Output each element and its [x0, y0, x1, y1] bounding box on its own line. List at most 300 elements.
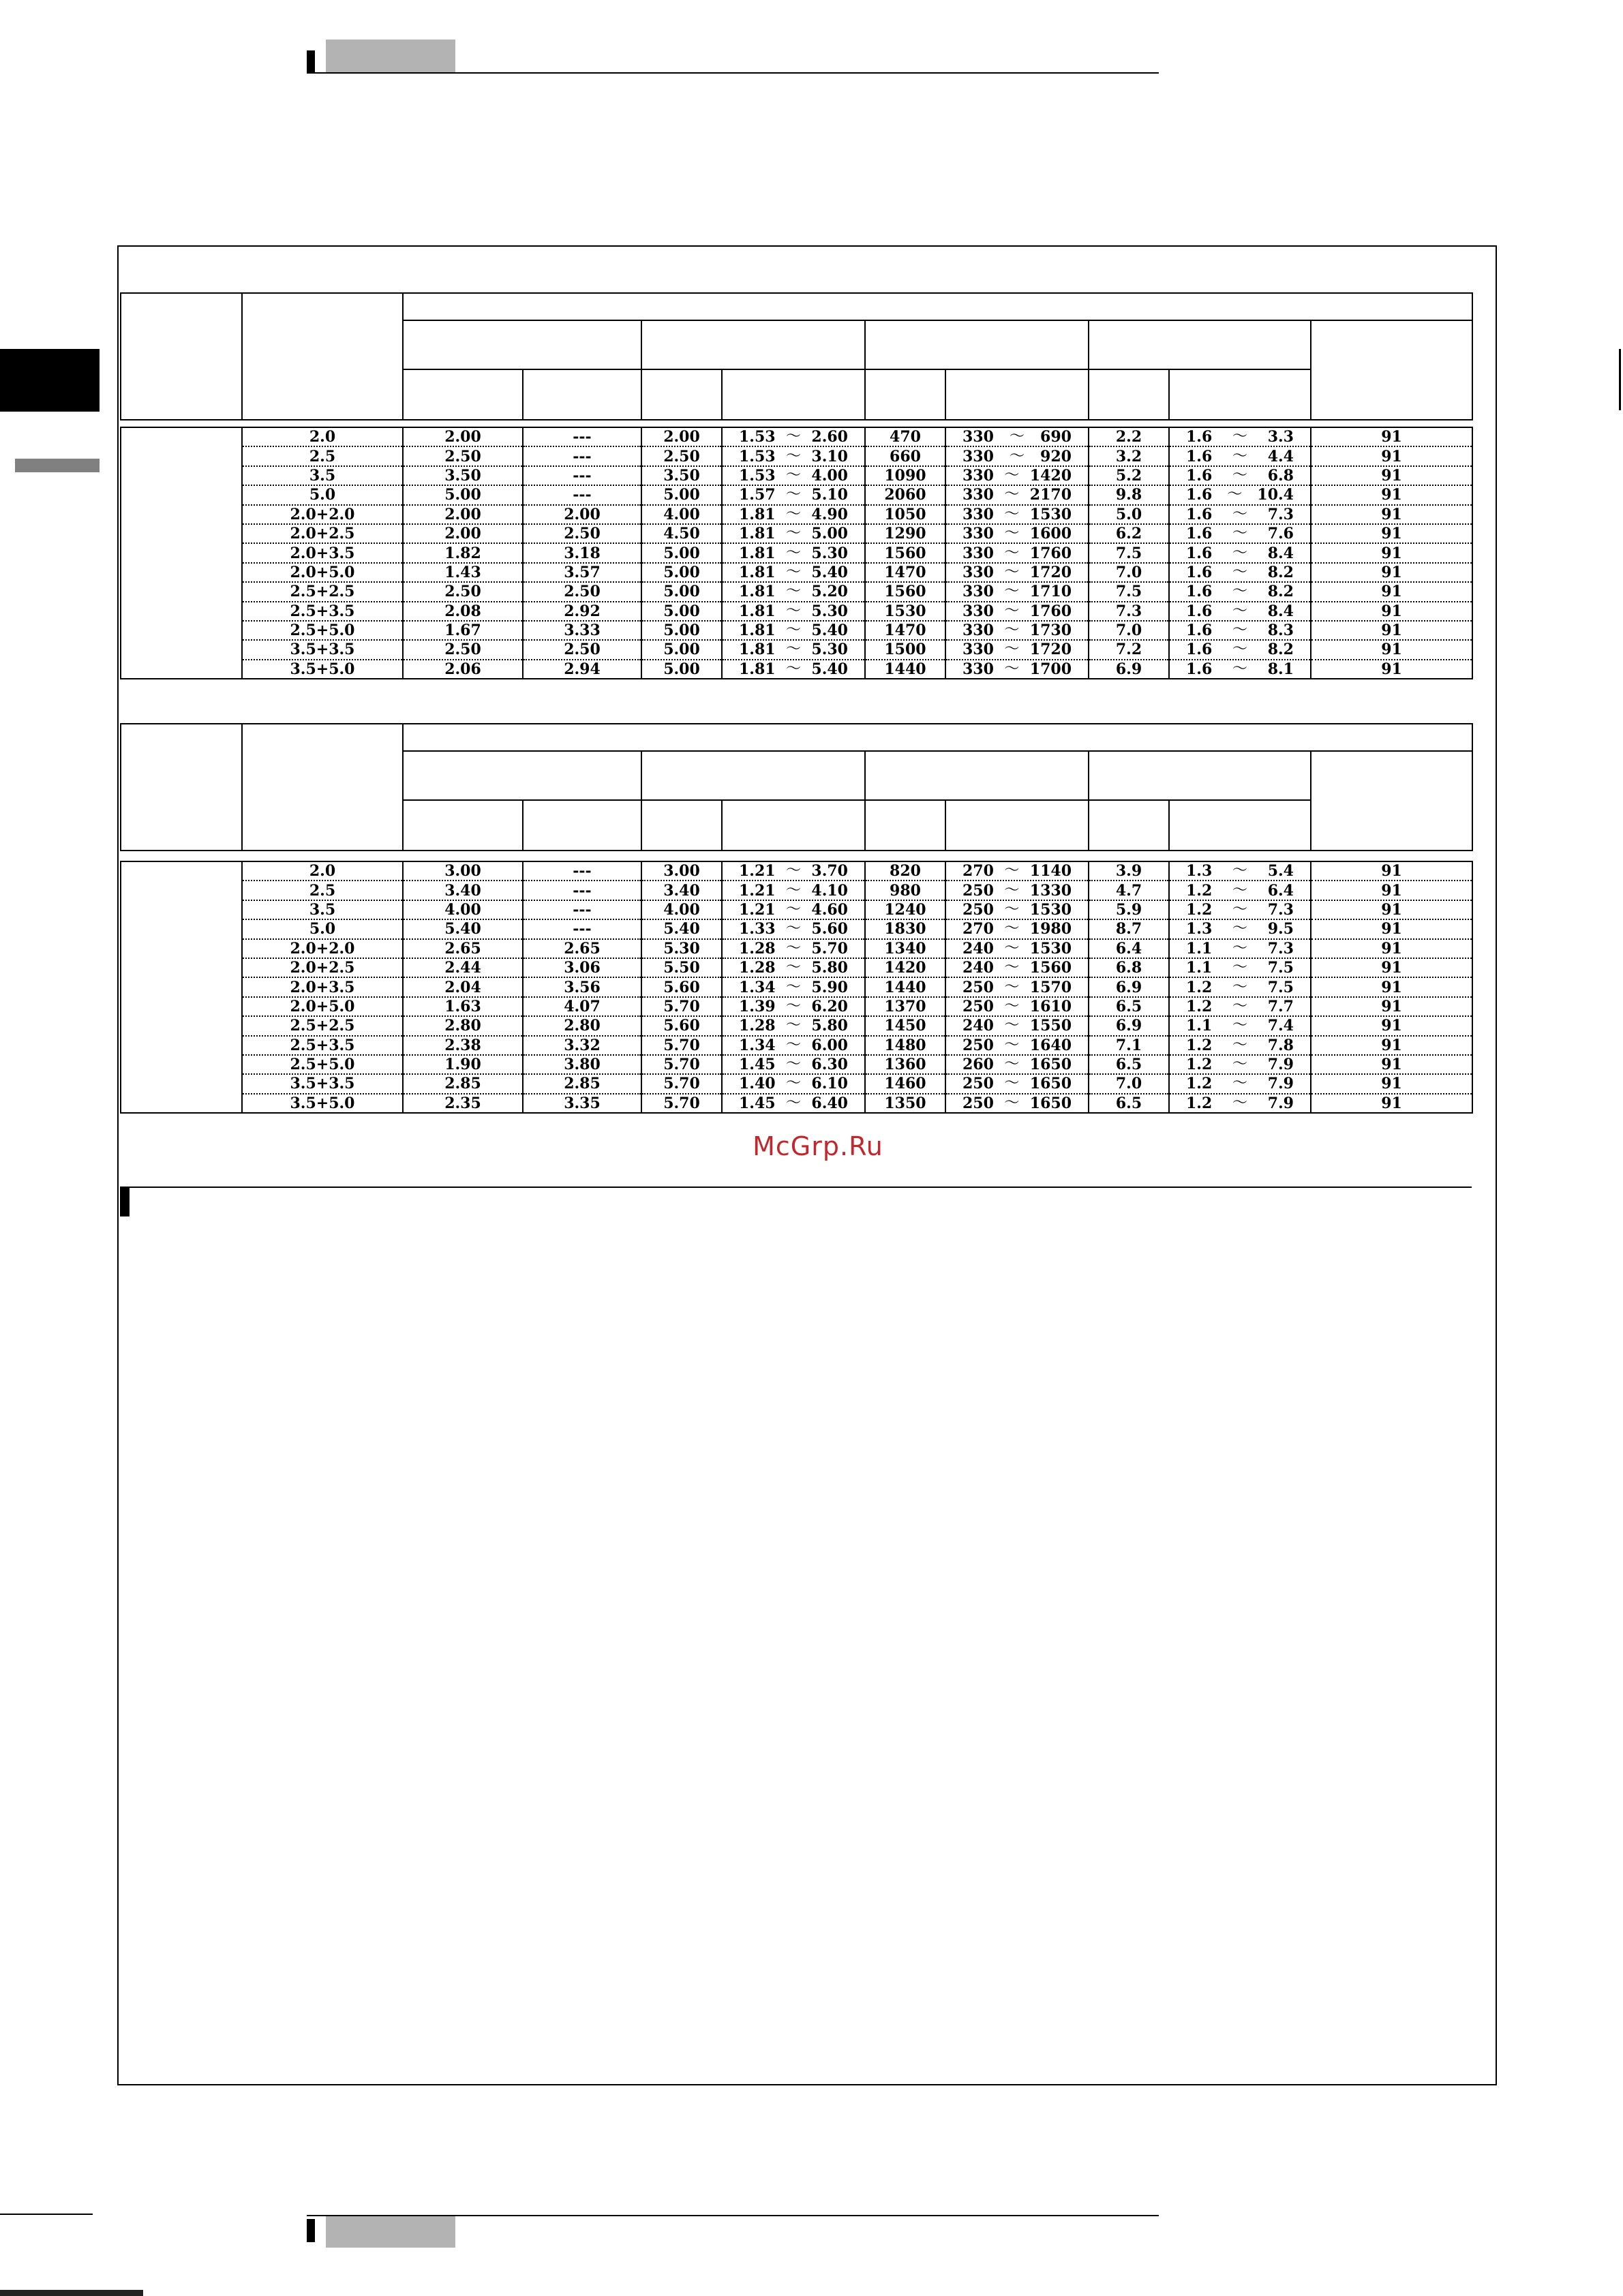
range-min: 270: [962, 862, 994, 881]
range-value: [946, 1056, 1088, 1073]
range-max: 2170: [1029, 486, 1072, 504]
range-max: 920: [1040, 447, 1072, 465]
range-separator: 〜: [1004, 978, 1020, 996]
unit-a-cell-value: 2.00: [444, 505, 481, 523]
unit-a-cell: [403, 919, 523, 938]
total-range-cell: [722, 582, 865, 601]
current-cell-value: 7.2: [1115, 641, 1142, 659]
range-min: 1.21: [739, 881, 776, 900]
range-max: 8.2: [1267, 583, 1294, 601]
total-range-cell: [722, 919, 865, 938]
range-value: [1170, 1056, 1310, 1073]
range-separator: 〜: [785, 505, 801, 523]
model-cell: [242, 563, 403, 582]
model-cell: [242, 505, 403, 524]
current-range-cell: [1169, 640, 1311, 659]
range-separator: 〜: [1004, 997, 1020, 1015]
range-value: [946, 506, 1088, 523]
unit-a-cell-value: 2.00: [444, 525, 481, 543]
model-cell: [242, 1055, 403, 1074]
table-row: [121, 621, 1472, 640]
range-value: [946, 940, 1088, 958]
unit-a-cell: [403, 524, 523, 543]
current-range-cell: [1169, 660, 1311, 679]
last-cell-value: 91: [1381, 428, 1402, 446]
range-min: 1.2: [1186, 1056, 1213, 1074]
unit-b-cell-value: 3.32: [564, 1036, 601, 1054]
unit-a-cell-value: 2.04: [444, 978, 481, 996]
model-cell: [242, 1036, 403, 1055]
model-cell: [242, 446, 403, 465]
range-max: 4.4: [1267, 447, 1294, 465]
range-separator: 〜: [1004, 544, 1020, 562]
range-separator: 〜: [785, 486, 801, 504]
input-range-cell: [945, 1036, 1089, 1055]
header-cell-blank: [722, 800, 865, 851]
range-separator: 〜: [785, 959, 801, 977]
header-cell-blank: [641, 800, 722, 851]
table-row: [121, 977, 1472, 996]
total-cell: [641, 900, 722, 919]
header-cell-blank: [1169, 369, 1311, 420]
unit-a-cell: [403, 543, 523, 562]
range-separator: 〜: [1232, 1056, 1247, 1073]
total-cell-value: 5.00: [663, 641, 700, 659]
range-min: 1.6: [1186, 660, 1213, 678]
input-range-cell: [945, 900, 1089, 919]
range-separator: 〜: [785, 978, 801, 996]
input-range-cell: [945, 582, 1089, 601]
model-cell: [242, 543, 403, 562]
unit-b-cell-value: ---: [573, 920, 592, 938]
header-cell-blank: [242, 724, 403, 851]
total-cell-value: 3.00: [663, 862, 700, 881]
unit-b-cell: [523, 505, 641, 524]
unit-b-cell-value: 3.18: [564, 544, 601, 562]
last-cell-value: 91: [1381, 900, 1402, 919]
unit-b-cell-value: ---: [573, 447, 592, 465]
watermark-text[interactable]: McGrp.Ru: [753, 1131, 883, 1161]
total-cell: [641, 997, 722, 1016]
range-value: [723, 525, 864, 542]
range-separator: 〜: [1232, 881, 1247, 899]
input-cell: [865, 582, 945, 601]
header-cell-blank: [121, 724, 242, 851]
range-value: [1170, 1037, 1310, 1054]
input-range-cell: [945, 543, 1089, 562]
current-cell: [1089, 958, 1169, 977]
header-cell-blank: [722, 369, 865, 420]
header-cell-blank: [403, 724, 1472, 751]
model-cell-value: 2.0+2.0: [290, 505, 355, 523]
last-cell-value: 91: [1381, 978, 1402, 996]
total-range-cell: [722, 563, 865, 582]
header-tab: [326, 40, 455, 72]
total-cell-value: 5.70: [663, 1056, 700, 1074]
range-value: [1170, 940, 1310, 958]
last-cell: [1311, 881, 1472, 900]
header-cell-blank: [403, 369, 523, 420]
unit-a-cell: [403, 446, 523, 465]
range-min: 1.81: [739, 505, 776, 523]
unit-a-cell: [403, 621, 523, 640]
input-range-cell: [945, 958, 1089, 977]
last-cell: [1311, 939, 1472, 958]
unit-a-cell-value: 2.80: [444, 1017, 481, 1035]
last-cell: [1311, 1036, 1472, 1055]
range-min: 1.81: [739, 583, 776, 601]
range-max: 1650: [1029, 1056, 1072, 1074]
range-separator: 〜: [1004, 525, 1020, 542]
input-range-cell: [945, 997, 1089, 1016]
total-cell-value: 5.00: [663, 602, 700, 620]
last-cell: [1311, 563, 1472, 582]
range-max: 5.70: [811, 939, 848, 958]
last-cell-value: 91: [1381, 622, 1402, 640]
range-min: 1.28: [739, 959, 776, 977]
unit-a-cell: [403, 427, 523, 446]
input-cell-value: 1360: [884, 1056, 926, 1074]
range-max: 8.1: [1267, 660, 1294, 678]
current-cell: [1089, 582, 1169, 601]
total-cell: [641, 1036, 722, 1055]
range-min: 1.45: [739, 1094, 776, 1112]
current-range-cell: [1169, 900, 1311, 919]
input-cell-value: 1420: [884, 959, 926, 977]
range-separator: 〜: [1009, 428, 1025, 446]
total-cell: [641, 640, 722, 659]
table-2-header: [120, 723, 1473, 851]
model-cell: [242, 939, 403, 958]
range-value: [723, 882, 864, 900]
range-min: 1.2: [1186, 1094, 1213, 1112]
model-cell-value: 2.0: [309, 428, 336, 446]
range-min: 1.81: [739, 563, 776, 581]
last-cell-value: 91: [1381, 920, 1402, 938]
range-max: 1570: [1029, 978, 1072, 996]
total-cell: [641, 977, 722, 996]
range-value: [723, 1017, 864, 1035]
range-max: 1530: [1029, 505, 1072, 523]
range-min: 330: [962, 466, 994, 485]
current-cell: [1089, 427, 1169, 446]
unit-a-cell: [403, 582, 523, 601]
header-cell-blank: [403, 751, 641, 800]
unit-a-cell-value: 3.40: [444, 881, 481, 900]
current-range-cell: [1169, 602, 1311, 621]
range-max: 6.8: [1267, 466, 1294, 485]
total-cell-value: 4.00: [663, 900, 700, 919]
range-separator: 〜: [1232, 563, 1247, 581]
range-value: [723, 486, 864, 504]
unit-a-cell-value: 2.35: [444, 1094, 481, 1112]
input-cell: [865, 427, 945, 446]
unit-a-cell-value: 1.90: [444, 1056, 481, 1074]
input-cell-value: 1470: [884, 563, 926, 581]
last-cell-value: 91: [1381, 466, 1402, 485]
total-range-cell: [722, 958, 865, 977]
range-min: 330: [962, 428, 994, 446]
total-cell-value: 5.70: [663, 997, 700, 1015]
range-separator: 〜: [1004, 1036, 1020, 1054]
range-value: [1170, 1075, 1310, 1092]
range-separator: 〜: [785, 1017, 801, 1035]
range-min: 1.28: [739, 1017, 776, 1035]
input-cell: [865, 881, 945, 900]
total-range-cell: [722, 881, 865, 900]
unit-b-cell: [523, 543, 641, 562]
unit-b-cell-value: 2.50: [564, 525, 601, 543]
range-separator: 〜: [1004, 1056, 1020, 1073]
total-cell-value: 5.60: [663, 978, 700, 996]
total-cell-value: 5.60: [663, 1017, 700, 1035]
range-separator: 〜: [1004, 583, 1020, 600]
last-cell-value: 91: [1381, 1017, 1402, 1035]
unit-b-cell: [523, 1036, 641, 1055]
current-cell-value: 3.9: [1115, 862, 1142, 881]
last-cell-value: 91: [1381, 1056, 1402, 1074]
unit-a-cell: [403, 1074, 523, 1093]
unit-b-cell: [523, 977, 641, 996]
range-separator: 〜: [1004, 466, 1020, 484]
last-cell-value: 91: [1381, 1075, 1402, 1093]
current-cell-value: 9.8: [1115, 486, 1142, 504]
unit-a-cell: [403, 939, 523, 958]
unit-b-cell-value: 3.80: [564, 1056, 601, 1074]
current-range-cell: [1169, 563, 1311, 582]
range-separator: 〜: [1232, 525, 1247, 542]
range-value: [946, 1017, 1088, 1035]
range-separator: 〜: [785, 862, 801, 880]
header-cell-blank: [865, 800, 945, 851]
total-range-cell: [722, 1074, 865, 1093]
unit-b-cell: [523, 1055, 641, 1074]
range-min: 1.81: [739, 641, 776, 659]
footer-mark: [307, 2219, 315, 2242]
total-cell-value: 5.70: [663, 1036, 700, 1054]
table-1-body: [120, 427, 1473, 679]
range-separator: 〜: [1232, 544, 1247, 562]
unit-b-cell-value: 2.94: [564, 660, 601, 678]
input-cell: [865, 900, 945, 919]
input-range-cell: [945, 1094, 1089, 1113]
range-min: 330: [962, 660, 994, 678]
range-max: 1610: [1029, 997, 1072, 1015]
range-min: 260: [962, 1056, 994, 1074]
range-max: 8.4: [1267, 544, 1294, 562]
range-max: 1140: [1029, 862, 1072, 881]
unit-b-cell: [523, 881, 641, 900]
total-range-cell: [722, 660, 865, 679]
range-max: 5.60: [811, 920, 848, 938]
range-value: [723, 979, 864, 996]
range-max: 1760: [1029, 602, 1072, 620]
last-cell: [1311, 958, 1472, 977]
model-cell: [242, 1094, 403, 1113]
range-min: 1.6: [1186, 466, 1213, 485]
range-separator: 〜: [1004, 959, 1020, 977]
range-separator: 〜: [1232, 862, 1247, 880]
range-max: 1530: [1029, 900, 1072, 919]
header-mark: [307, 50, 315, 74]
input-range-cell: [945, 1074, 1089, 1093]
input-cell-value: 820: [890, 862, 921, 881]
current-cell-value: 7.0: [1115, 563, 1142, 581]
model-cell-value: 2.0+5.0: [290, 997, 355, 1015]
footer-rule: [307, 2215, 1159, 2216]
range-value: [1170, 1017, 1310, 1035]
range-value: [1170, 641, 1310, 658]
current-cell: [1089, 1094, 1169, 1113]
last-cell-value: 91: [1381, 660, 1402, 678]
range-value: [723, 583, 864, 600]
model-cell-value: 3.5: [309, 900, 336, 919]
input-cell: [865, 958, 945, 977]
header-cell-blank: [641, 751, 865, 800]
total-cell-value: 5.00: [663, 544, 700, 562]
range-separator: 〜: [1232, 447, 1247, 465]
current-range-cell: [1169, 505, 1311, 524]
range-value: [723, 920, 864, 938]
range-separator: 〜: [785, 447, 801, 465]
range-max: 4.00: [811, 466, 848, 485]
unit-b-cell: [523, 524, 641, 543]
model-cell-value: 2.5: [309, 881, 336, 900]
range-min: 1.53: [739, 447, 776, 465]
header-cell-blank: [865, 320, 1089, 369]
unit-a-cell: [403, 640, 523, 659]
range-max: 6.20: [811, 997, 848, 1015]
unit-b-cell-value: 3.35: [564, 1094, 601, 1112]
model-cell: [242, 524, 403, 543]
current-range-cell: [1169, 543, 1311, 562]
range-min: 1.6: [1186, 544, 1213, 562]
current-cell: [1089, 939, 1169, 958]
range-max: 1560: [1029, 959, 1072, 977]
total-cell: [641, 939, 722, 958]
range-min: 1.1: [1186, 939, 1213, 958]
total-cell-value: 5.40: [663, 920, 700, 938]
current-cell-value: 5.0: [1115, 505, 1142, 523]
input-cell: [865, 1055, 945, 1074]
range-value: [723, 545, 864, 562]
range-value: [946, 486, 1088, 504]
range-max: 7.9: [1267, 1075, 1294, 1093]
range-value: [946, 862, 1088, 880]
range-min: 330: [962, 486, 994, 504]
total-cell: [641, 958, 722, 977]
range-max: 2.60: [811, 428, 848, 446]
range-separator: 〜: [1004, 939, 1020, 957]
last-cell: [1311, 861, 1472, 881]
unit-a-cell-value: 5.40: [444, 920, 481, 938]
input-cell: [865, 919, 945, 938]
model-cell: [242, 602, 403, 621]
total-range-cell: [722, 1016, 865, 1035]
current-cell: [1089, 602, 1169, 621]
table-row: [121, 1094, 1472, 1113]
model-cell: [242, 660, 403, 679]
header-rule: [307, 72, 1159, 74]
input-cell-value: 1050: [884, 505, 926, 523]
table-row: [121, 485, 1472, 504]
range-value: [1170, 525, 1310, 542]
range-max: 8.3: [1267, 622, 1294, 640]
footer-left-rule: [0, 2214, 93, 2215]
unit-a-cell-value: 5.00: [444, 486, 481, 504]
unit-a-cell-value: 2.44: [444, 959, 481, 977]
input-cell-value: 980: [890, 881, 921, 900]
total-range-cell: [722, 1094, 865, 1113]
range-separator: 〜: [1004, 1075, 1020, 1092]
last-cell: [1311, 466, 1472, 485]
range-min: 1.57: [739, 486, 776, 504]
range-min: 330: [962, 525, 994, 543]
last-cell-value: 91: [1381, 544, 1402, 562]
table-row: [121, 505, 1472, 524]
header-cell-blank: [1169, 800, 1311, 851]
range-separator: 〜: [785, 563, 801, 581]
current-cell-value: 6.2: [1115, 525, 1142, 543]
range-max: 4.60: [811, 900, 848, 919]
current-cell: [1089, 524, 1169, 543]
range-separator: 〜: [1232, 641, 1247, 658]
unit-b-cell-value: 3.57: [564, 563, 601, 581]
range-max: 5.00: [811, 525, 848, 543]
model-cell-value: 3.5+5.0: [290, 660, 355, 678]
model-cell: [242, 900, 403, 919]
range-value: [723, 660, 864, 678]
total-cell: [641, 1094, 722, 1113]
range-value: [723, 959, 864, 977]
current-cell-value: 8.7: [1115, 920, 1142, 938]
current-cell: [1089, 997, 1169, 1016]
current-cell-value: 6.5: [1115, 1094, 1142, 1112]
unit-a-cell-value: 2.65: [444, 939, 481, 958]
unit-a-cell-value: 2.08: [444, 602, 481, 620]
table-2-body: [120, 861, 1473, 1114]
range-value: [1170, 862, 1310, 880]
current-cell-value: 7.3: [1115, 602, 1142, 620]
current-cell-value: 5.9: [1115, 900, 1142, 919]
range-min: 250: [962, 978, 994, 996]
input-cell-value: 1440: [884, 978, 926, 996]
range-min: 1.6: [1186, 447, 1213, 465]
last-cell-value: 91: [1381, 641, 1402, 659]
current-range-cell: [1169, 446, 1311, 465]
range-separator: 〜: [785, 1056, 801, 1073]
unit-b-cell-value: 3.56: [564, 978, 601, 996]
range-value: [946, 979, 1088, 996]
range-max: 1700: [1029, 660, 1072, 678]
range-separator: 〜: [1232, 997, 1247, 1015]
current-cell-value: 3.2: [1115, 447, 1142, 465]
range-min: 1.2: [1186, 1036, 1213, 1054]
range-value: [946, 641, 1088, 658]
unit-b-cell-value: 3.06: [564, 959, 601, 977]
table-row: [121, 1036, 1472, 1055]
current-range-cell: [1169, 919, 1311, 938]
unit-a-cell: [403, 563, 523, 582]
input-range-cell: [945, 640, 1089, 659]
range-max: 7.3: [1267, 900, 1294, 919]
range-max: 5.80: [811, 959, 848, 977]
unit-a-cell: [403, 958, 523, 977]
input-cell-value: 1560: [884, 583, 926, 601]
range-max: 4.10: [811, 881, 848, 900]
model-cell-value: 3.5: [309, 466, 336, 485]
range-value: [946, 564, 1088, 581]
